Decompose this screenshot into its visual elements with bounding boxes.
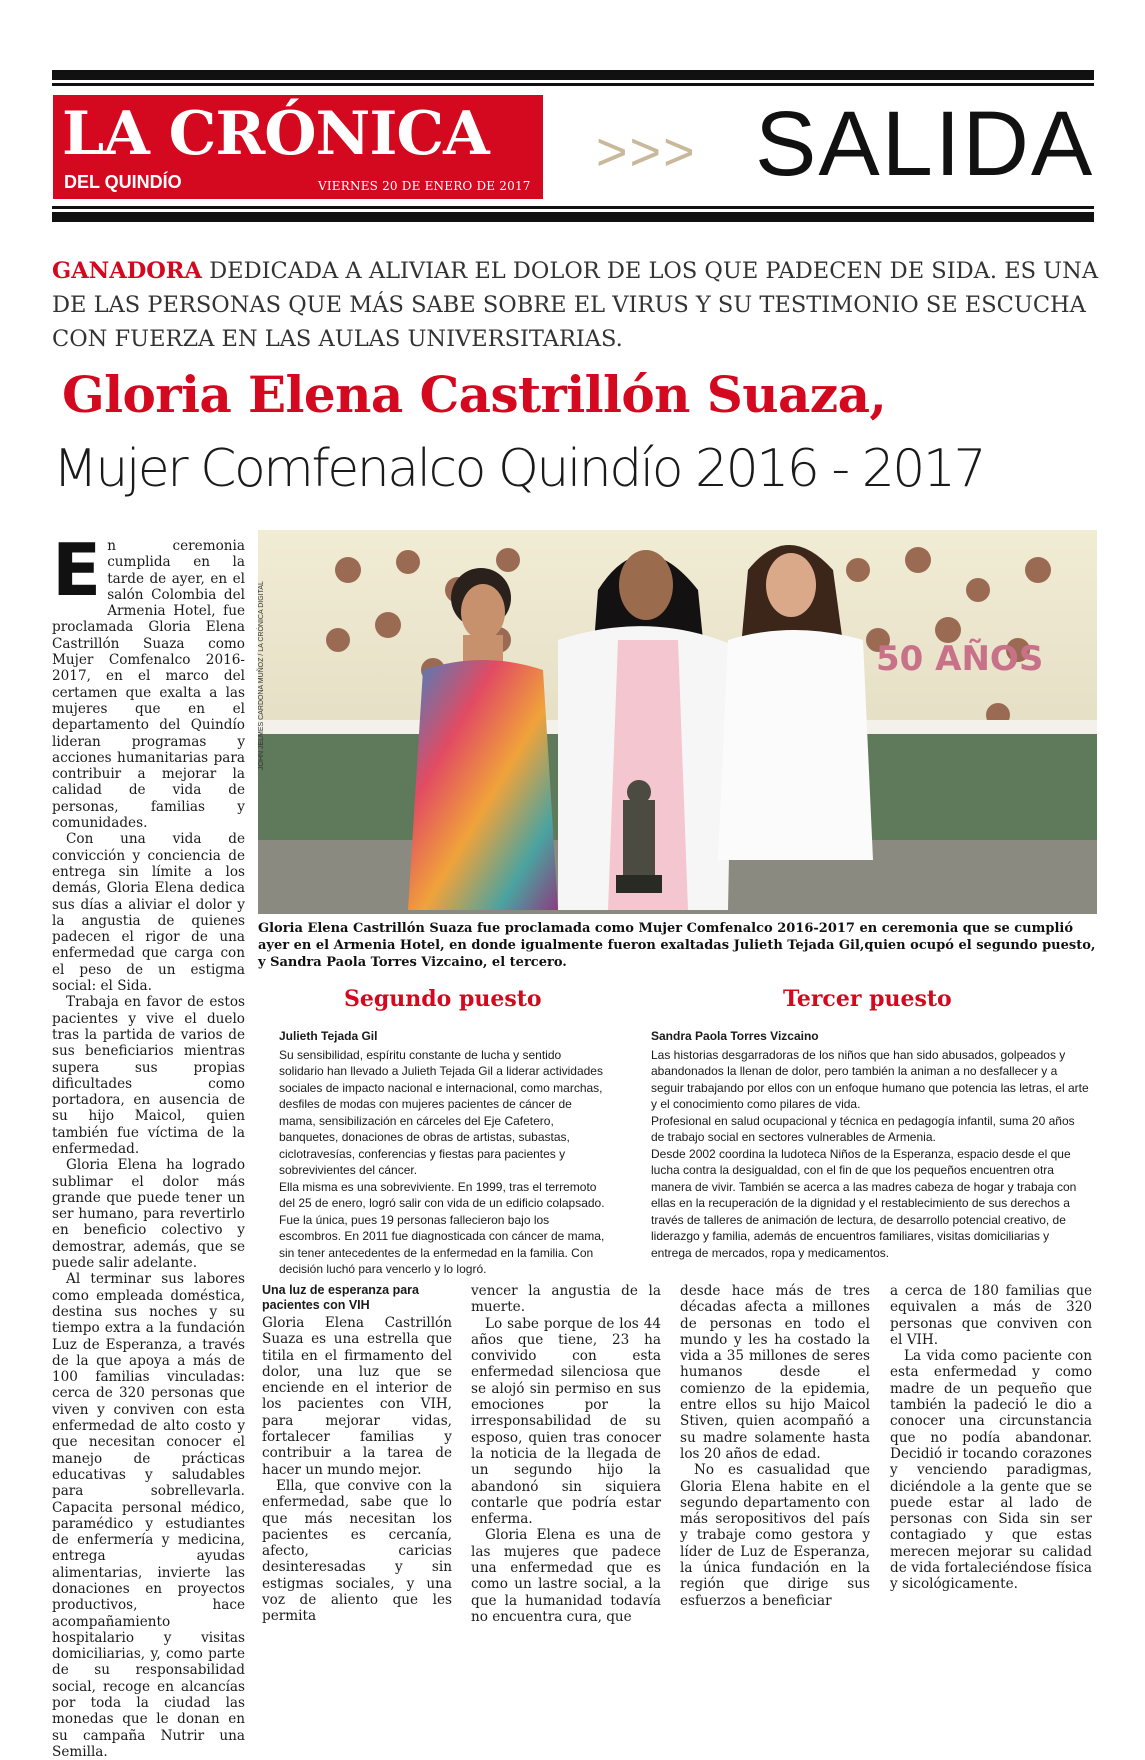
paragraph: Con una vida de convicción y conciencia de entrega sin límite a los demás, Gloria Elena dedica sus días a aliviar el dolor y la angustia de quienes padecen el rigor de una enfermedad que carga con el peso de un estigma social: el Sida.: [52, 831, 245, 995]
photo-caption: Gloria Elena Castrillón Suaza fue proclamada como Mujer Comfenalco 2016-2017 en ceremonia que se cumplió ayer en el Armenia Hotel, en donde igualmente fueron exaltadas Julieth Tejada Gil,quien ocupó el segundo puesto, y Sandra Paola Torres Vizcaino, el tercero.: [258, 921, 1096, 970]
paragraph: desde hace más de tres décadas afecta a millones de personas en todo el mundo y les ha costado la vida a 35 millones de seres humanos desde el comienzo de la epidemia, entre ellos su hijo Maicol Stiven, quien acompañó a su madre solamente hasta los 20 años de edad.: [680, 1283, 870, 1462]
masthead-date: VIERNES 20 DE ENERO DE 2017: [318, 179, 531, 193]
section-name: SALIDA: [755, 93, 1095, 195]
article-column-2: [262, 1315, 452, 1625]
segundo-puesto-name: Julieth Tejada Gil: [279, 1029, 378, 1043]
paragraph: Gloria Elena ha logrado sublimar el dolor más grande que puede tener un ser humano, para revertirlo en beneficio colectivo y demostrar, además, que se puede salir adelante.: [52, 1157, 245, 1272]
section-chevrons: >>>: [596, 122, 697, 182]
segundo-puesto-heading: Segundo puesto: [344, 986, 542, 1012]
paragraph: n ceremonia cumplida en la tarde de ayer, en el salón Colombia del Armenia Hotel, fue proclamada Gloria Elena Castrillón Suaza como Mujer Comfenalco 2016-2017, en el marco del certamen que exalta a las mujeres que en el departamento del Quindío lideran programas y acciones humanitarias para contribuir a mejorar la calidad de vida de personas, familias y comunidades.: [52, 538, 245, 832]
masthead-title: LA CRÓNICA: [62, 99, 489, 169]
photo-credit: JOHN JELMES CARDONA MUÑOZ / LA CRÓNICA DIGITAL: [258, 581, 265, 770]
top-rule-thick: [52, 70, 1094, 80]
paragraph: Trabaja en favor de estos pacientes y vive el duelo tras la partida de varios de sus beneficiarios mientras supera sus propias dificultades como portadora, en ausencia de su hijo Maicol, quien también fue víctima de la enfermedad.: [52, 994, 245, 1157]
banner-logo: 50 AÑOS: [876, 639, 1044, 679]
article-column-1: [52, 528, 245, 1760]
paragraph: No es casualidad que Gloria Elena habite en el segundo departamento con más seropositivos del país y trabaje como gestora y líder de Luz de Esperanza, la única fundación en la región que dirige sus esfuerzos a beneficiar: [680, 1462, 870, 1609]
paragraph: a cerca de 180 familias que equivalen a más de 320 personas que conviven con el VIH.: [890, 1283, 1092, 1348]
paragraph: Desde 2002 coordina la ludoteca Niños de la Esperanza, espacio desde el que lucha contra la desigualdad, con el fin de que los pequeños encuentren otra manera de vivir. También se acerca a las madres cabeza de hogar y trabaja con ellas en la recuperación de la dignidad y el restablecimiento de sus derechos a través de talleres de animación de lectura, de desarrollo potencial creativo, de liderazgo y familia, además de encuentros familiares, visitas domiciliarias y entrega de mercados, ropa y medicamentos.: [651, 1146, 1077, 1260]
paragraph: Gloria Elena Castrillón Suaza es una estrella que titila en el firmamento del dolor, una luz que se enciende en el interior de los pacientes con VIH, para mejorar vidas, fortalecer familias y contribuir a la tarea de hacer un mundo mejor.: [262, 1315, 452, 1478]
subhead: Mujer Comfenalco Quindío 2016 - 2017: [53, 439, 985, 499]
masthead-rule-thin: [52, 206, 1094, 209]
deck-kicker: GANADORA: [52, 258, 202, 284]
paragraph: Ella, que convive con la enfermedad, sabe que lo que más necesitan los pacientes es cercanía, afecto, caricias desinteresadas y sin estigmas sociales, y una voz de aliento que les permita: [262, 1477, 452, 1625]
paragraph: vencer la angustia de la muerte.: [471, 1283, 661, 1316]
article-column-4: [680, 1283, 870, 1609]
paragraph: Profesional en salud ocupacional y técnica en pedagogía infantil, suma 20 años de trabajo social en sectores vulnerables de Armenia.: [651, 1113, 1075, 1144]
deck: [52, 254, 1102, 356]
award-photo: [258, 530, 1097, 914]
masthead-subtitle: DEL QUINDÍO: [64, 172, 182, 192]
article-column-5: [890, 1283, 1092, 1593]
paragraph: Gloria Elena es una de las mujeres que padece una enfermedad que es como un lastre social, a la que la humanidad todavía no encuentra cura, que: [471, 1527, 661, 1625]
photo-illustration: [258, 530, 1097, 914]
headline: Gloria Elena Castrillón Suaza,: [62, 365, 887, 424]
paragraph: Lo sabe porque de los 44 años que tiene, 23 ha convivido con esta enfermedad silenciosa que se alojó sin permiso en sus emociones por la irresponsabilidad de su esposo, quien tras conocer la noticia de la llegada de un segundo hijo la abandonó sin siquiera contarle que podría estar enferma.: [471, 1315, 661, 1528]
article-column-3: [471, 1283, 661, 1625]
masthead-rule-thick: [52, 212, 1094, 222]
tercer-puesto-name: Sandra Paola Torres Vizcaino: [651, 1029, 819, 1043]
subsection-title: Una luz de esperanza para pacientes con VIH: [262, 1283, 420, 1312]
dropcap: E: [52, 528, 102, 612]
paragraph: Su sensibilidad, espíritu constante de lucha y sentido solidario han llevado a Julieth Tejada Gil a liderar actividades sociales de impacto nacional e internacional, como marchas, desfiles de modas con mujeres pacientes de cáncer de mama, sensibilización en cárceles del Eje Cafetero, banquetes, donaciones de obras de artistas, subastas, ciclotravesías, conferencias y fiestas para pacientes y sobrevivientes del cáncer.: [279, 1047, 603, 1177]
top-rule-thin: [52, 83, 1094, 86]
paragraph: Ella misma es una sobreviviente. En 1999, tras el terremoto del 25 de enero, logró salir con vida de un edificio colapsado. Fue la única, pues 19 personas fallecieron bajo los escombros. En 2011 fue diagnosticada con cáncer de mama, sin tener antecedentes de la enfermedad en la familia. Con decisión luchó para vencerlo y lo logró.: [279, 1179, 605, 1276]
paragraph: Al terminar sus labores como empleada doméstica, destina sus noches y su tiempo extra a la fundación Luz de Esperanza, a través de la que apoya a más de 100 familias vinculadas: cerca de 320 personas que viven y conviven con esta enfermedad de alto costo y que necesitan conocer el manejo de prácticas educativas y saludables para sobrellevarla. Capacita personal médico, paramédico y estudiantes de enfermería y medicina, entrega ayudas alimentarias, invierte las donaciones en proyectos productivos, hace acompañamiento hospitalario y visitas domiciliarias, y, como parte de su responsabilidad social, recoge en alcancías por toda la ciudad las monedas que le donan en su campaña Nutrir una Semilla.: [52, 1271, 245, 1760]
paragraph: La vida como paciente con esta enfermedad y como madre de un pequeño que también la padeció le dio a conocer una circunstancia que no podía abandonar. Decidió ir tocando corazones y venciendo paradigmas, diciéndole a la gente que se puede estar al lado de personas con Sida sin ser contagiado y que estas merecen mejorar su calidad de vida fortaleciéndose física y sicológicamente.: [890, 1348, 1092, 1593]
tercer-puesto-heading: Tercer puesto: [783, 986, 952, 1012]
paragraph: Las historias desgarradoras de los niños que han sido abusados, golpeados y abandonados la llenan de dolor, pero también la animan a no desfallecer y a seguir trabajando por ellos con un enfoque humano que potencia las letras, el arte y el conocimiento como pilares de vida.: [651, 1047, 1089, 1111]
segundo-puesto-text: [279, 1028, 605, 1278]
tercer-puesto-text: [651, 1028, 1091, 1261]
deck-text: DEDICADA A ALIVIAR EL DOLOR DE LOS QUE PADECEN DE SIDA. ES UNA DE LAS PERSONAS QUE MÁS SABE SOBRE EL VIRUS Y SU TESTIMONIO SE ESCUCHA CON FUERZA EN LAS AULAS UNIVERSITARIAS.: [52, 258, 1099, 352]
